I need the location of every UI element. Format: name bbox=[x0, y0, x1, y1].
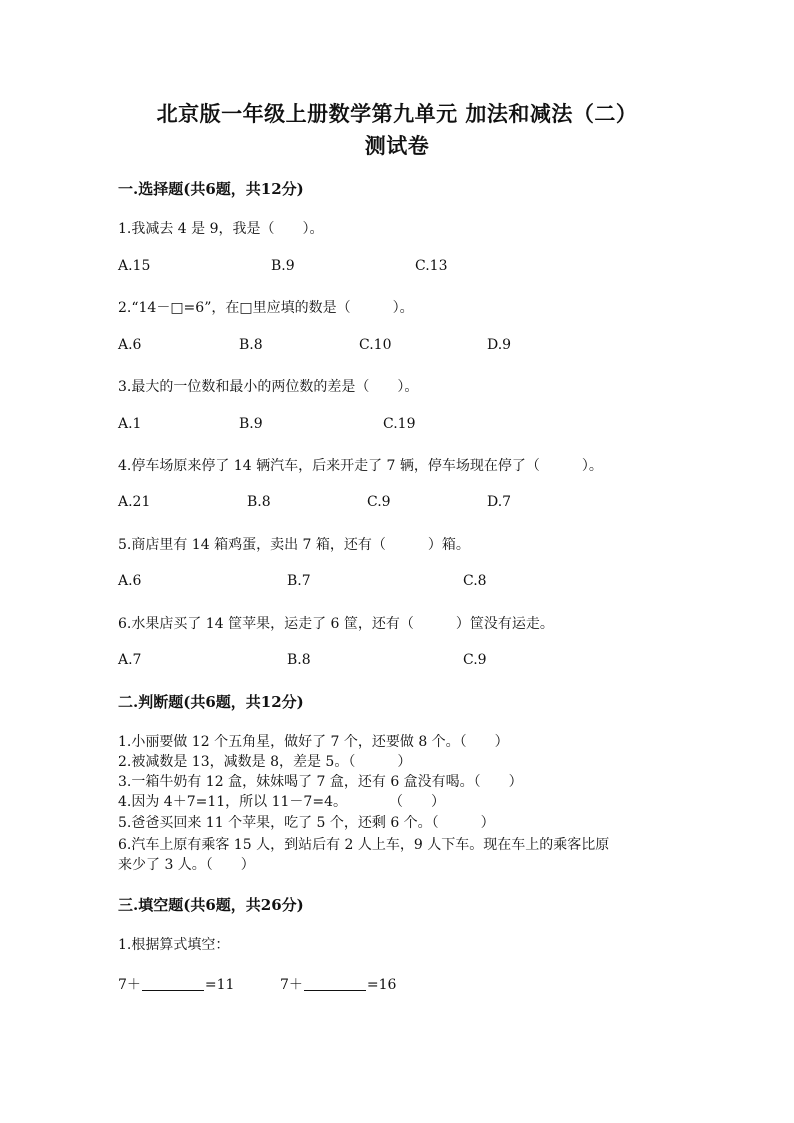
q1-option-b: B.9 bbox=[271, 258, 295, 274]
fill-equation-2 bbox=[280, 974, 396, 994]
title-line-2: 测试卷 bbox=[364, 133, 430, 158]
q2-option-a: A.6 bbox=[118, 337, 142, 353]
judge-line-5: 5.爸爸买回来 11 个苹果，吃了 5 个，还剩 6 个。（ ） bbox=[118, 815, 495, 831]
title-line-1: 北京版一年级上册数学第九单元 加法和减法（二） bbox=[156, 101, 638, 126]
question-2: 2.“14－□=6”，在□里应填的数是（ ）。 bbox=[118, 300, 414, 316]
fill-equation-2-prefix: 7＋ bbox=[280, 977, 303, 993]
q4-option-d: D.7 bbox=[487, 494, 512, 510]
question-4: 4.停车场原来停了 14 辆汽车，后来开走了 7 辆，停车场现在停了（ ）。 bbox=[118, 458, 603, 474]
q2-option-d: D.9 bbox=[487, 337, 512, 353]
q3-option-a: A.1 bbox=[118, 416, 142, 432]
section-heading-choice: 一.选择题(共6题，共12分) bbox=[118, 180, 304, 198]
q4-option-a: A.21 bbox=[118, 494, 151, 510]
fill-equation-2-suffix: =16 bbox=[366, 977, 397, 993]
fill-blank-2 bbox=[304, 976, 366, 991]
fill-blank-1 bbox=[142, 976, 204, 991]
q3-option-c: C.19 bbox=[383, 416, 416, 432]
q4-option-c: C.9 bbox=[367, 494, 391, 510]
judge-line-6: 6.汽车上原有乘客 15 人，到站后有 2 人上车，9 人下车。现在车上的乘客比原 bbox=[118, 837, 610, 853]
question-1: 1.我减去 4 是 9，我是（ ）。 bbox=[118, 221, 324, 237]
section-heading-judge: 二.判断题(共6题，共12分) bbox=[118, 693, 304, 711]
q1-option-a: A.15 bbox=[118, 258, 151, 274]
judge-line-4: 4.因为 4＋7=11，所以 11－7=4。 （ ） bbox=[118, 794, 445, 810]
section-heading-fill: 三.填空题(共6题，共26分) bbox=[118, 896, 304, 914]
fill-equation-1-prefix: 7＋ bbox=[118, 977, 141, 993]
q4-option-b: B.8 bbox=[247, 494, 271, 510]
judge-line-3: 3.一箱牛奶有 12 盒，妹妹喝了 7 盒，还有 6 盒没有喝。（ ） bbox=[118, 774, 523, 790]
question-3: 3.最大的一位数和最小的两位数的差是（ ）。 bbox=[118, 379, 419, 395]
q5-option-c: C.8 bbox=[463, 573, 487, 589]
q6-option-b: B.8 bbox=[287, 652, 311, 668]
fill-equation-1 bbox=[118, 974, 234, 994]
judge-line-2: 2.被减数是 13，减数是 8，差是 5。（ ） bbox=[118, 754, 412, 770]
question-5: 5.商店里有 14 箱鸡蛋，卖出 7 箱，还有（ ）箱。 bbox=[118, 537, 470, 553]
question-6: 6.水果店买了 14 筐苹果，运走了 6 筐，还有（ ）筐没有运走。 bbox=[118, 616, 554, 632]
q6-option-a: A.7 bbox=[118, 652, 142, 668]
q3-option-b: B.9 bbox=[239, 416, 263, 432]
q1-option-c: C.13 bbox=[415, 258, 448, 274]
fill-question-1: 1.根据算式填空： bbox=[118, 937, 230, 953]
fill-equation-1-suffix: =11 bbox=[204, 977, 235, 993]
q2-option-b: B.8 bbox=[239, 337, 263, 353]
q6-option-c: C.9 bbox=[463, 652, 487, 668]
judge-line-6-cont: 来少了 3 人。（ ） bbox=[118, 857, 255, 873]
q5-option-b: B.7 bbox=[287, 573, 311, 589]
q5-option-a: A.6 bbox=[118, 573, 142, 589]
q2-option-c: C.10 bbox=[359, 337, 392, 353]
judge-line-1: 1.小丽要做 12 个五角星，做好了 7 个，还要做 8 个。（ ） bbox=[118, 734, 509, 750]
